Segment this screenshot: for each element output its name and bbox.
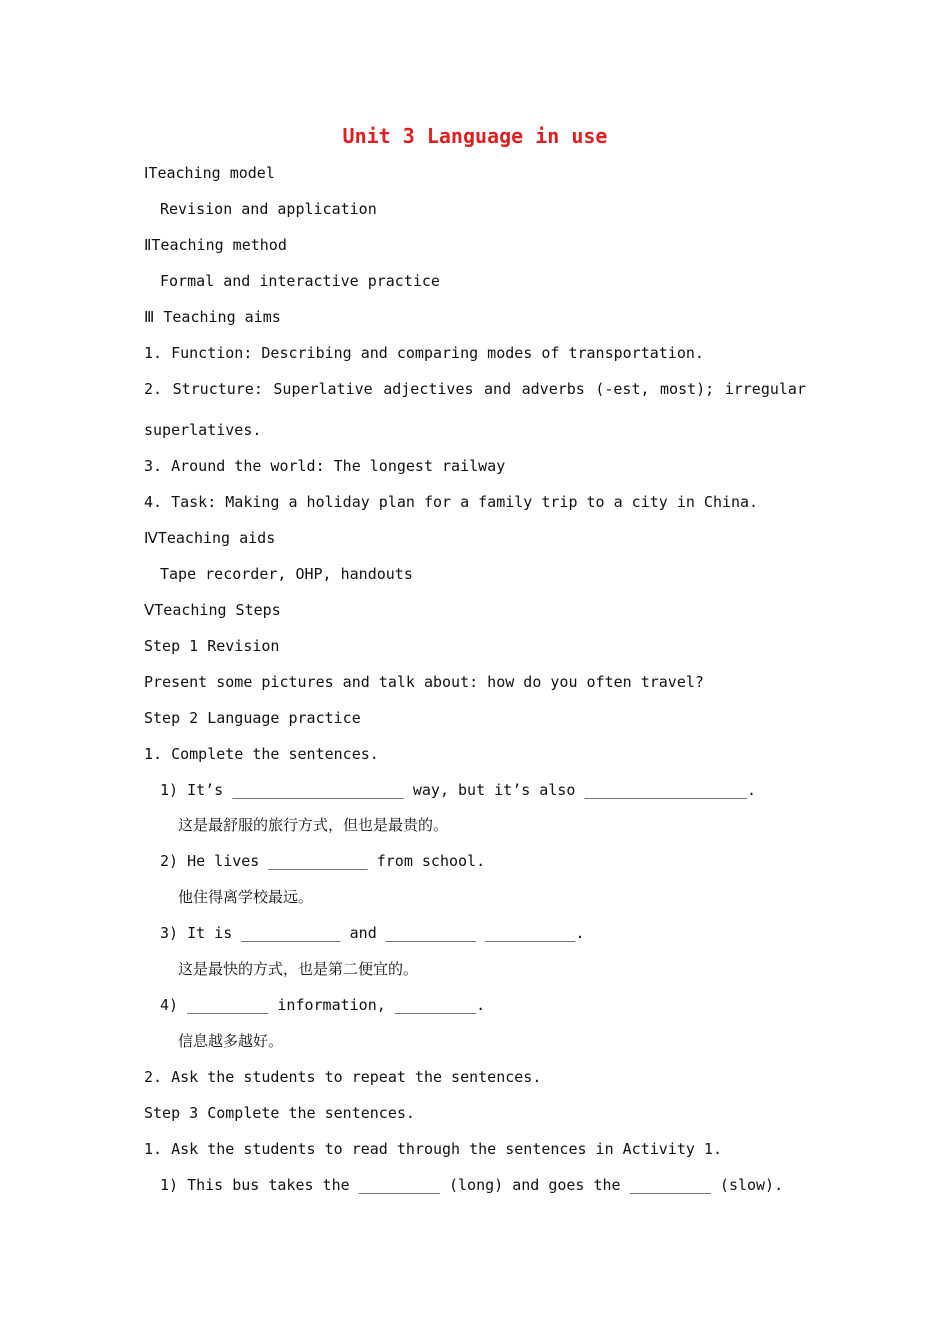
exercise-sentence: 1) It’s ___________________ way, but it’s also __________________. (160, 781, 757, 799)
aim-item: 1. Function: Describing and comparing modes of transportation. (144, 344, 704, 362)
step-heading: Step 2 Language practice (144, 709, 361, 727)
section-heading-teaching-aims: Ⅲ Teaching aims (144, 308, 281, 326)
aim-item: 4. Task: Making a holiday plan for a family trip to a city in China. (144, 493, 759, 511)
section-heading-teaching-steps: ⅤTeaching Steps (144, 601, 281, 619)
exercise-translation: 这是最舒服的旅行方式，但也是最贵的。 (178, 816, 449, 834)
aim-item: 2. Structure: Superlative adjectives and adverbs (-est, most); irregular (144, 380, 806, 398)
aim-item: 3. Around the world: The longest railway (144, 457, 506, 475)
aim-item-continuation: superlatives. (144, 421, 262, 439)
section-heading-teaching-aids: ⅣTeaching aids (144, 529, 276, 547)
exercise-sentence: 4) _________ information, _________. (160, 996, 486, 1014)
text-line: 1. Complete the sentences. (144, 745, 379, 763)
text-line: Revision and application (160, 200, 377, 218)
exercise-sentence: 2) He lives ___________ from school. (160, 852, 486, 870)
section-heading-teaching-model: ⅠTeaching model (144, 164, 275, 182)
exercise-sentence: 3) It is ___________ and __________ __________. (160, 924, 585, 942)
exercise-translation: 他住得离学校最远。 (178, 888, 314, 906)
exercise-translation: 信息越多越好。 (178, 1032, 284, 1050)
step-heading: Step 3 Complete the sentences. (144, 1104, 415, 1122)
page-title: Unit 3 Language in use (342, 124, 608, 148)
text-line: Formal and interactive practice (160, 272, 440, 290)
step-heading: Step 1 Revision (144, 637, 280, 655)
exercise-translation: 这是最快的方式，也是第二便宜的。 (178, 960, 419, 978)
text-line: Present some pictures and talk about: how do you often travel? (144, 673, 704, 691)
text-line: Tape recorder, OHP, handouts (160, 565, 413, 583)
section-heading-teaching-method: ⅡTeaching method (144, 236, 287, 254)
text-line: 2. Ask the students to repeat the sentences. (144, 1068, 542, 1086)
exercise-sentence: 1) This bus takes the _________ (long) and goes the _________ (slow). (160, 1176, 784, 1194)
text-line: 1. Ask the students to read through the sentences in Activity 1. (144, 1140, 722, 1158)
